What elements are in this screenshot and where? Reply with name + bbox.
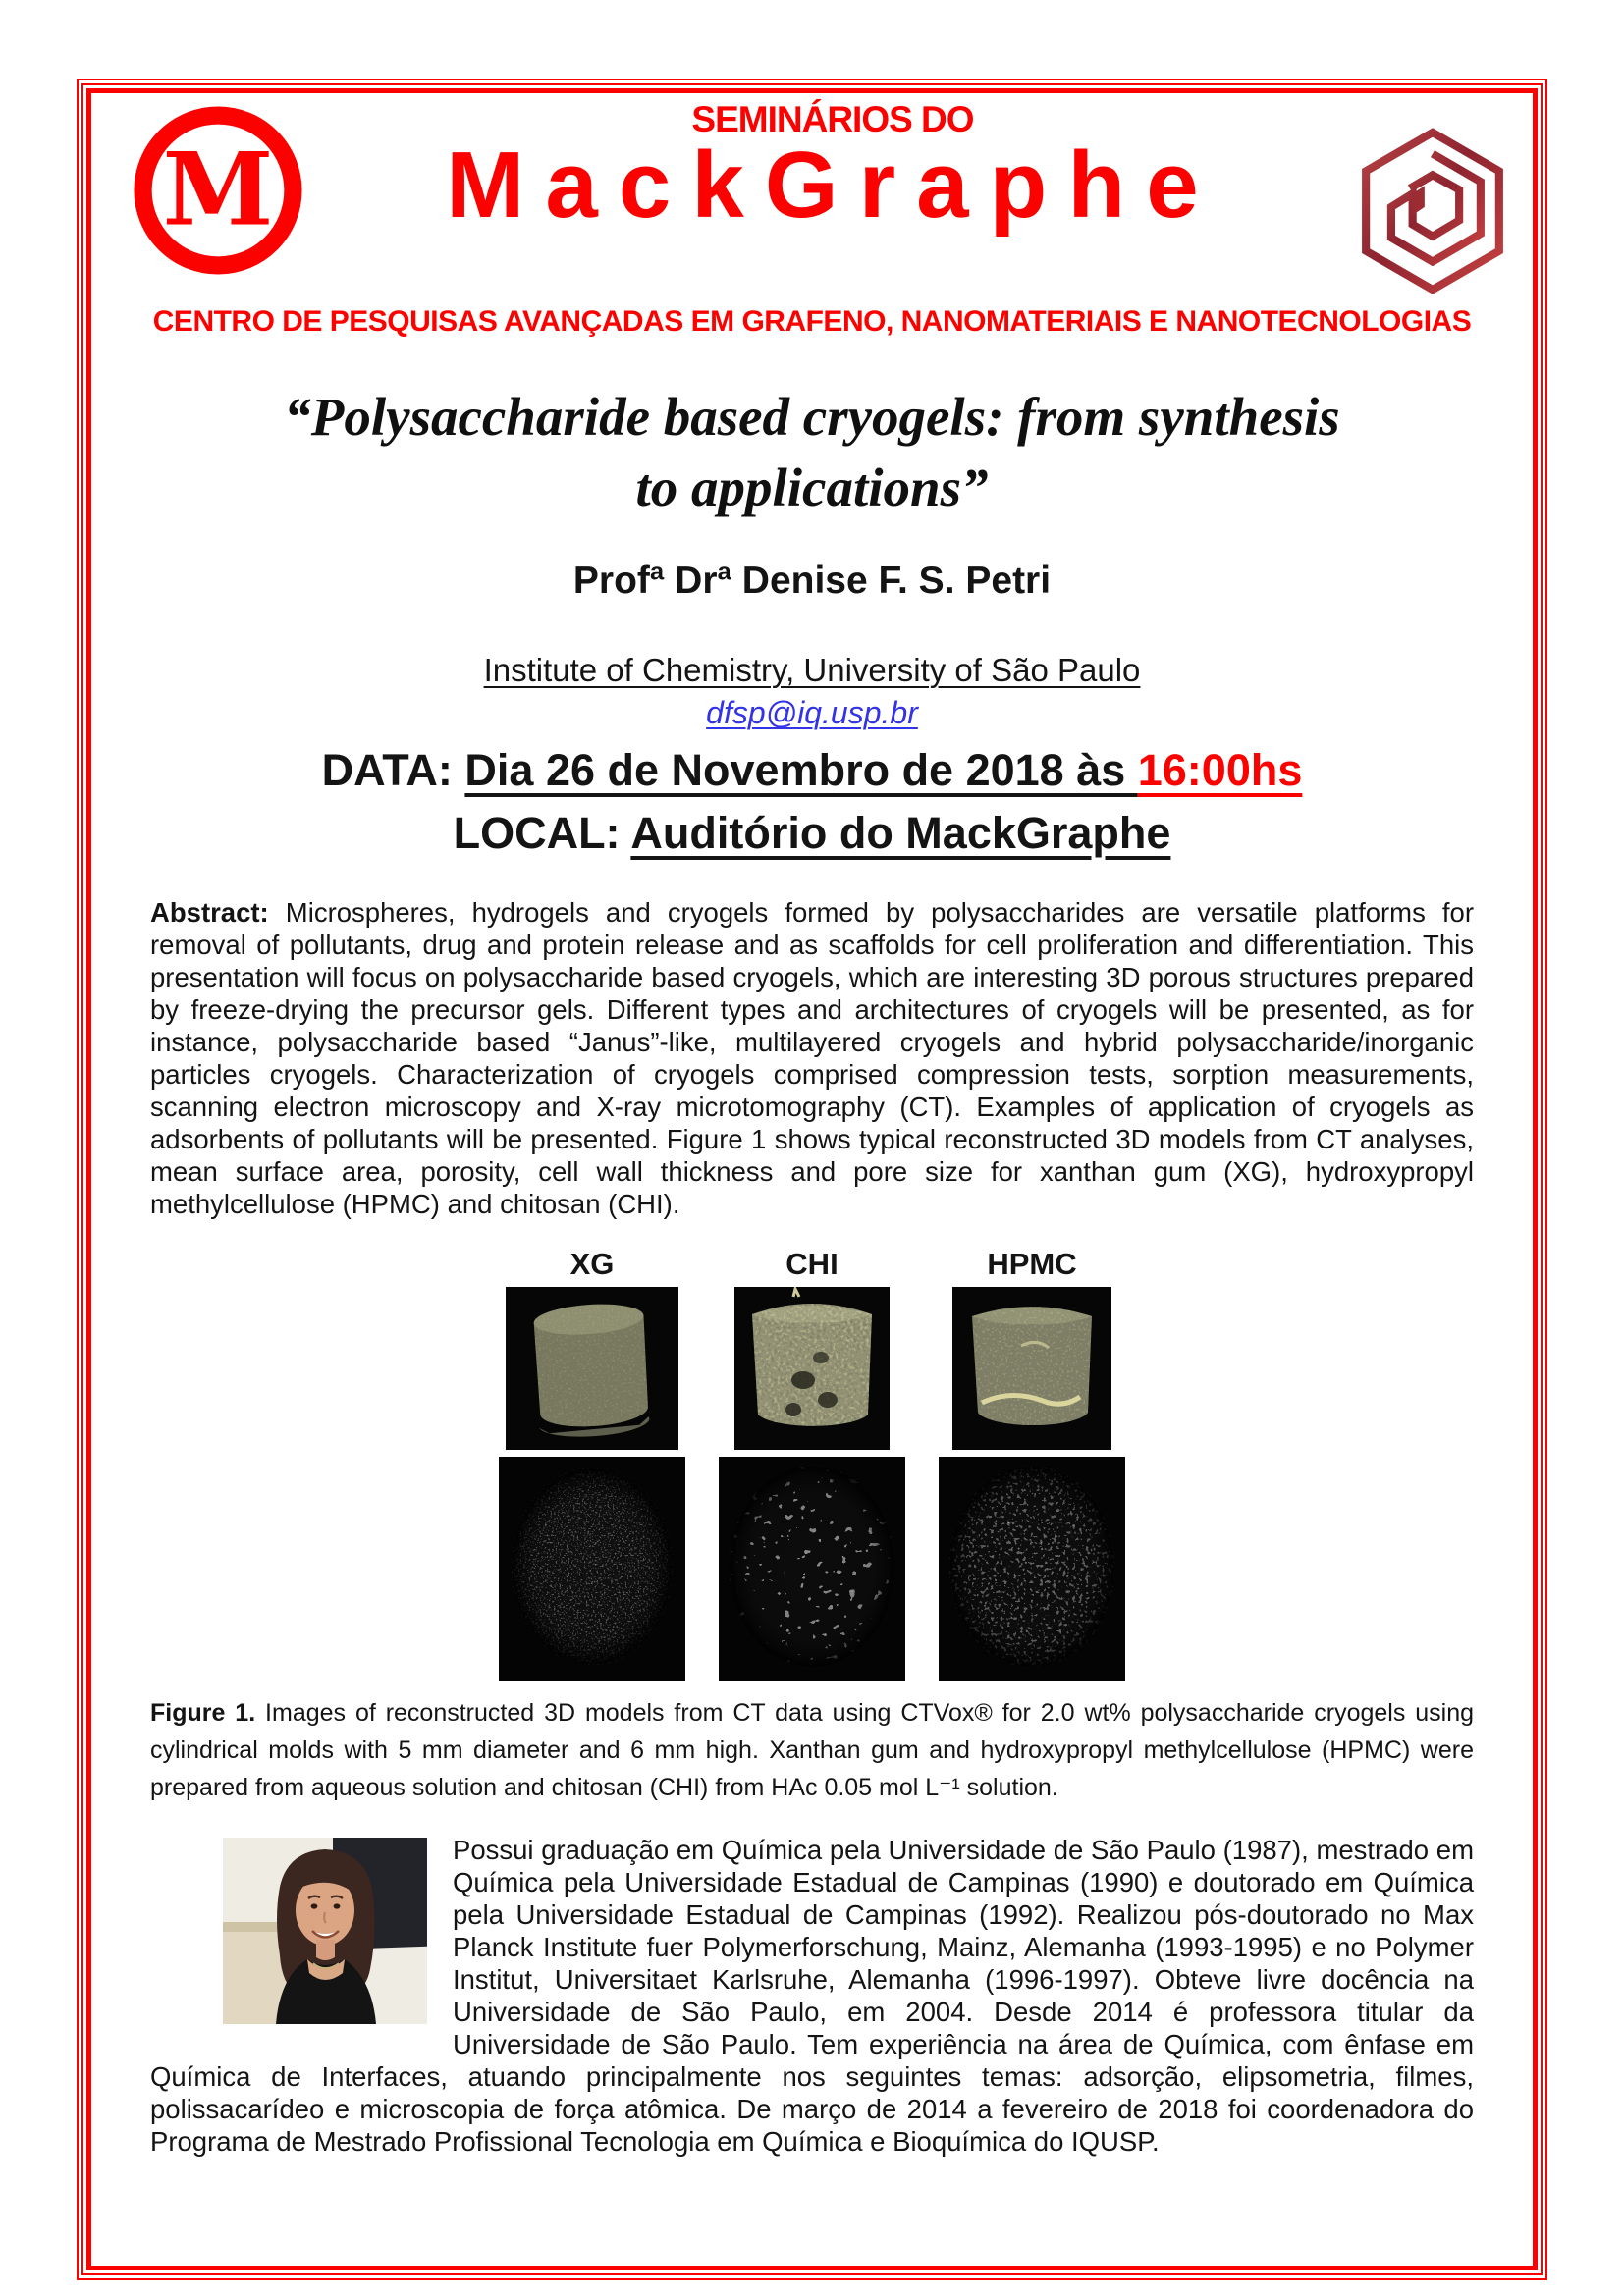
bio-section <box>150 1834 1474 2158</box>
talk-title-line1: “Polysaccharide based cryogels: from synthesis <box>284 387 1340 447</box>
local-value: Auditório do MackGraphe <box>630 807 1171 858</box>
header <box>115 101 1509 299</box>
bio-text: Possui graduação em Química pela Universidade de São Paulo (1987), mestrado em Química pela Universidade Estadual de Campinas (1990) e doutorado em Química pela Universidade Estadual de Campinas (1992). Realizou pós-doutorado no Max Planck Institute fuer Polymerforschung, Mainz, Alemanha (1993-1995) e no Polymer Institut, Universitaet Karlsruhe, Alemanha (1996-1997). Obteve livre docência na Universidade de São Paulo, em 2004. Desde 2014 é professora titular da Universidade de São Paulo. Tem experiência na área de Química, com ênfase em Química de Interfaces, atuando principalmente nos seguintes temas: adsorção, elipsometria, filmes, polissacarídeo e microscopia de força atômica. De março de 2014 a fevereiro de 2018 foi coordenadora do Programa de Mestrado Profissional Tecnologia em Química e Bioquímica do IQUSP. <box>150 1835 1474 2158</box>
date-label: DATA: <box>321 745 465 795</box>
xg-cylinder-3d-image <box>506 1287 678 1450</box>
figure-label-chi: CHI <box>785 1247 839 1282</box>
figure-column-hpmc <box>939 1247 1125 1681</box>
local-label: LOCAL: <box>453 807 631 858</box>
figure-caption-label: Figure 1. <box>150 1699 256 1728</box>
abstract-text: Microspheres, hydrogels and cryogels formed by polysaccharides are versatile platforms for removal of pollutants, drug and protein release and as scaffolds for cell proliferation and differentiation. This presentation will focus on polysaccharide based cryogels, which are interesting 3D porous structures prepared by freeze-drying the precursor gels. Different types and architectures of cryogels will be presented, as for instance, polysaccharide based “Janus”-like, multilayered cryogels and hybrid polysaccharide/inorganic particles cryogels. Characterization of cryogels comprised compression tests, sorption measurements, scanning electron microscopy and X-ray microtomography (CT). Examples of application of cryogels as adsorbents of pollutants will be presented. Figure 1 shows typical reconstructed 3D models from CT analyses, mean surface area, porosity, cell wall thickness and pore size for xanthan gum (XG), hydroxypropyl methylcellulose (HPMC) and chitosan (CHI). <box>150 896 1474 1219</box>
speaker-name: Profª Drª Denise F. S. Petri <box>572 560 1052 602</box>
seminar-label: SEMINÁRIOS DO <box>691 99 974 139</box>
chi-cross-section-image <box>719 1457 905 1681</box>
figure-label-hpmc: HPMC <box>987 1247 1077 1282</box>
abstract-label: Abstract: <box>150 896 269 928</box>
email-line <box>150 695 1474 731</box>
chi-cylinder-3d-image <box>734 1287 890 1450</box>
speaker-photo <box>223 1838 427 2024</box>
hpmc-cylinder-3d-image <box>952 1287 1111 1450</box>
center-subtitle: CENTRO DE PESQUISAS AVANÇADAS EM GRAFENO, NANOMATERIAIS E NANOTECNOLOGIAS <box>152 305 1472 338</box>
xg-cross-section-image <box>499 1457 685 1681</box>
hpmc-cross-section-image <box>939 1457 1125 1681</box>
mackenzie-m-logo-icon <box>129 101 307 280</box>
speaker-affiliation: Institute of Chemistry, University of São Paulo <box>483 652 1141 688</box>
abstract-paragraph <box>150 896 1474 1220</box>
time-value: 16:00hs <box>1137 745 1303 795</box>
figure-column-xg <box>499 1247 685 1681</box>
figure-column-chi <box>719 1247 905 1681</box>
header-titles <box>307 99 1358 238</box>
brand-title: MackGraphe <box>446 132 1219 238</box>
inner-border-frame <box>86 88 1538 2270</box>
figure-caption <box>150 1694 1474 1806</box>
speaker-email-link[interactable]: dfsp@iq.usp.br <box>706 695 918 730</box>
talk-title-line2: to applications” <box>635 456 989 517</box>
outer-border-frame <box>77 79 1547 2280</box>
figure-caption-text: Images of reconstructed 3D models from CT data using CTVox® for 2.0 wt% polysaccharide cryogels using cylindrical molds with 5 mm diameter and 6 mm high. Xanthan gum and hydroxypropyl methylcellulose (HPMC) were prepared from aqueous solution and chitosan (CHI) from HAc 0.05 mol L⁻¹ solution. <box>150 1699 1475 1802</box>
figure-1 <box>150 1247 1474 1681</box>
event-local-line <box>150 802 1474 865</box>
svg-text:M: M <box>162 131 274 249</box>
middle-border-frame <box>81 83 1543 2275</box>
date-value: Dia 26 de Novembro de 2018 às <box>464 745 1138 795</box>
talk-title <box>150 382 1474 522</box>
mackgraphe-hexagon-logo-icon <box>1358 123 1507 299</box>
figure-label-xg: XG <box>569 1247 615 1282</box>
event-date-line <box>150 739 1474 802</box>
event-info <box>150 739 1474 865</box>
